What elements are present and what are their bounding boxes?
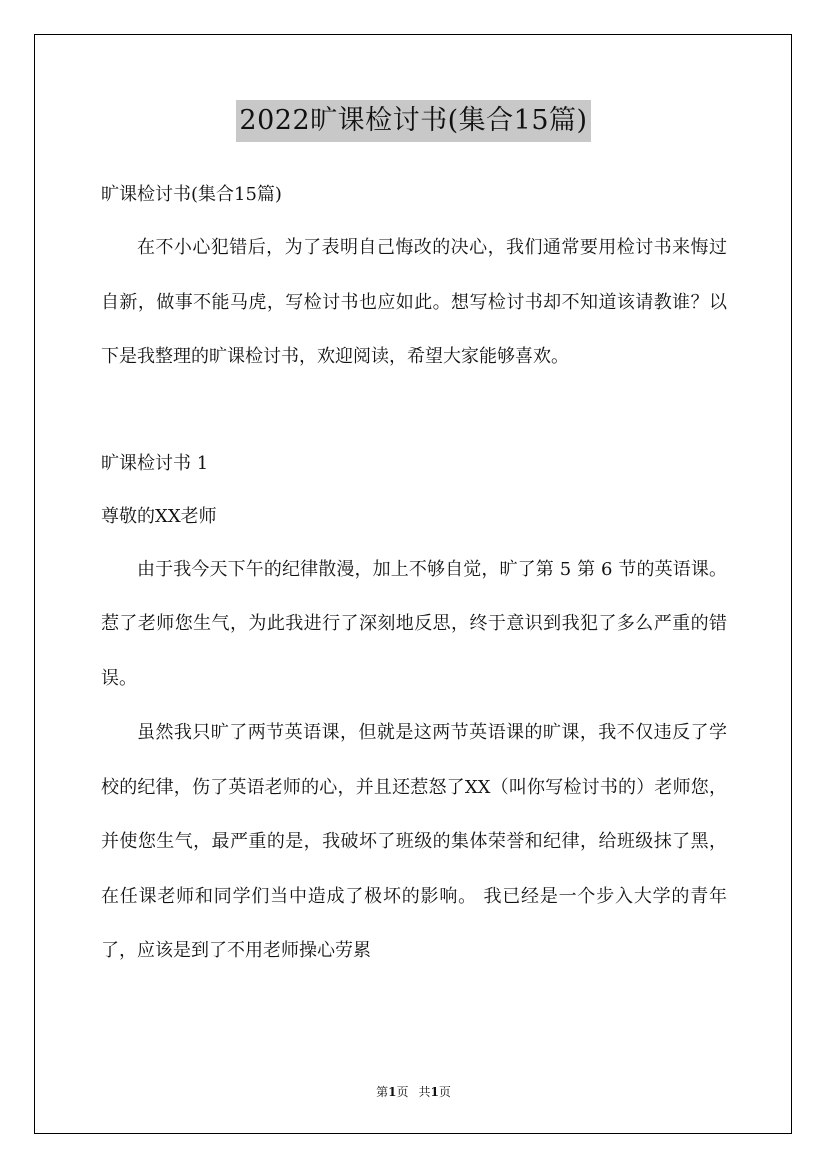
blank-line bbox=[101, 385, 727, 437]
intro-paragraph: 在不小心犯错后，为了表明自己悔改的决心，我们通常要用检讨书来悔过自新，做事不能马虎，写检讨书也应如此。想写检讨书却不知道该请教谁？以下是我整理的旷课检讨书，欢迎阅读，希望大家能够喜欢。 bbox=[101, 237, 727, 367]
page-label-suffix: 页 bbox=[396, 1085, 409, 1099]
salutation: 尊敬的XX老师 bbox=[101, 505, 217, 527]
document-title: 2022旷课检讨书(集合15篇) bbox=[236, 100, 590, 142]
document-subtitle: 旷课检讨书(集合15篇) bbox=[101, 184, 282, 205]
section-heading: 旷课检讨书 1 bbox=[101, 452, 209, 474]
page-number: 1 bbox=[388, 1085, 397, 1099]
total-label-prefix: 共 bbox=[418, 1085, 431, 1099]
total-pages: 1 bbox=[430, 1085, 439, 1099]
body-paragraph: 虽然我只旷了两节英语课，但就是这两节英语课的旷课，我不仅违反了学校的纪律，伤了英语老师的心，并且还惹怒了XX（叫你写检讨书的）老师您，并使您生气，最严重的是，我破坏了班级的集体荣誉和纪律，给班级抹了黑，在任课老师和同学们当中造成了极坏的影响。 我已经是一个步入大学的青年了，应该是到了不用老师操心劳累 bbox=[101, 722, 727, 961]
document-body bbox=[101, 168, 727, 979]
page-footer bbox=[0, 1083, 827, 1101]
body-paragraph: 由于我今天下午的纪律散漫，加上不够自觉，旷了第 5 第 6 节的英语课。惹了老师您生气，为此我进行了深刻地反思，终于意识到我犯了多么严重的错误。 bbox=[101, 558, 727, 689]
title-container bbox=[0, 100, 827, 142]
page-label-prefix: 第 bbox=[376, 1085, 389, 1099]
total-label-suffix: 页 bbox=[438, 1085, 451, 1099]
